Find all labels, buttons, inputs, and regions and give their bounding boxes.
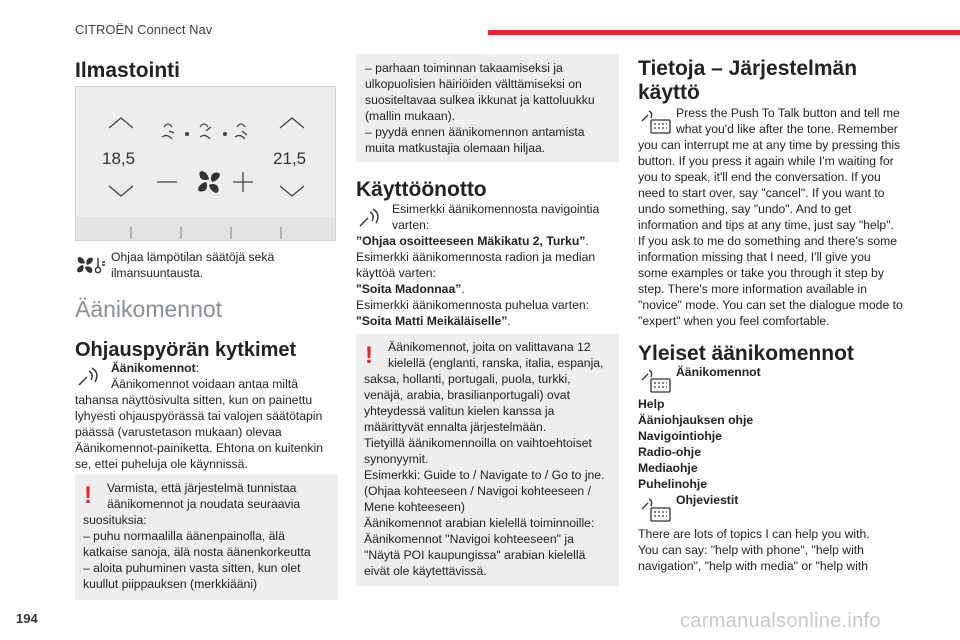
steering-line-4: päässä (varustetason mukaan) olevaa	[75, 425, 282, 439]
warning2-line-3: saksa, hollanti, portugali, puola, turkki,	[364, 372, 571, 386]
tips-line-5: – pyydä ennen äänikomennon antamista	[365, 125, 585, 139]
tips-line-2: ulkopuolisien häiriöiden välttämiseksi on	[365, 77, 582, 91]
tips-line-6: muita matkustajia olemaan hiljaa.	[365, 141, 546, 155]
airflow-direction-icons	[162, 124, 247, 139]
example-phone-command: "Soita Matti Meikäläiselle”	[356, 314, 508, 328]
command-media-help: Mediaohje	[638, 461, 698, 475]
section-title-ohjauspyoran-kytkimet: Ohjauspyörän kytkimet	[75, 339, 297, 361]
steering-voice-colon: :	[195, 361, 200, 375]
warning1-line-2: äänikomennot ja noudata seuraavia	[107, 497, 301, 511]
example-phone-end: .	[507, 314, 511, 328]
info-line-11: some examples or take you through it step by	[638, 266, 884, 280]
warning-icon: !	[84, 482, 92, 509]
warning1-line-4: – puhu normaalilla äänenpainolla, älä	[83, 529, 285, 543]
steering-line-2: tahansa näyttösivulta sitten, kun on painettu	[75, 393, 313, 407]
command-phone-help: Puhelinohje	[638, 477, 708, 491]
warning-icon-2: !	[365, 342, 373, 369]
temp-left-up-chevron-icon	[109, 118, 133, 128]
warning2-line-4: venäjä, arabia, brasilianportugali) ovat	[364, 388, 570, 402]
info-line-7: undo something, say "undo". And to get	[638, 202, 852, 216]
example-radio-text: Esimerkki äänikomennosta radion ja median käyttöä varten:	[356, 250, 596, 280]
warning-box-languages	[356, 334, 619, 586]
info-title-line-2: käyttö	[638, 81, 700, 104]
warning2-line-14: "Näytä POI kaupungissa" arabian kielellä	[364, 548, 586, 562]
section-title-tietoja	[638, 57, 857, 105]
section-title-aanikomennot: Äänikomennot	[75, 296, 223, 322]
warning2-line-9: Esimerkki: Guide to / Navigate to / Go to jne.	[364, 468, 605, 482]
warning2-line-12: Äänikomennot arabian kielellä toiminnoille:	[364, 516, 595, 530]
example-nav-command: ”Ohjaa osoitteeseen Mäkikatu 2, Turku”	[356, 234, 586, 248]
info-line-8: information and tips at any time, just say "help".	[638, 218, 894, 232]
command-help: Help	[638, 397, 665, 411]
tips-box-continued	[356, 54, 619, 162]
info-line-2: what you'd like after the tone. Remember	[676, 122, 898, 136]
prompts-label: Ohjeviestit	[676, 493, 739, 507]
warning1-line-5: katkaise sanoja, älä nosta äänenkorkeutta	[83, 545, 311, 559]
section-title-ilmastointi: Ilmastointi	[75, 59, 181, 82]
temp-left-value: 18,5	[102, 149, 136, 168]
info-line-4: button. If you press it again while I'm waiting for	[638, 154, 894, 168]
info-line-12: step. There's more information available in	[638, 282, 868, 296]
voice-talk-icon-2	[358, 206, 384, 228]
warning2-line-2: kielellä (englanti, ranska, italia, espanja,	[388, 356, 604, 370]
page-number: 194	[16, 611, 38, 626]
warning1-line-1: Varmista, että järjestelmä tunnistaa	[107, 481, 297, 495]
warning1-line-3: suosituksia:	[83, 513, 147, 527]
warning2-line-13: Äänikomennot "Navigoi kohteeseen" ja	[364, 532, 574, 546]
temp-right-value: 21,5	[273, 149, 307, 168]
prompt-line-3: navigation", "help with media" or "help with	[638, 559, 869, 573]
example-radio-command: "Soita Madonnaa”	[356, 282, 462, 296]
temp-right-down-chevron-icon	[280, 186, 304, 196]
voice-keyboard-icon-3	[640, 497, 672, 523]
info-line-14: "expert" when you feel comfortable.	[638, 314, 830, 328]
climate-settings-icon	[77, 254, 107, 276]
section-title-yleiset-aanikomennot: Yleiset äänikomennot	[638, 342, 854, 365]
warning1-line-6: – aloita puhuminen vasta sitten, kun olet	[83, 561, 301, 575]
temp-right-up-chevron-icon	[280, 118, 304, 128]
startup-intro-2: varten:	[392, 218, 430, 232]
info-line-6: need to start over, say "cancel". If you want to	[638, 186, 885, 200]
tips-line-1: – parhaan toiminnan takaamiseksi ja	[365, 61, 563, 75]
example-nav-end: .	[585, 234, 589, 248]
climate-panel-illustration	[75, 86, 336, 241]
running-header: CITROËN Connect Nav	[75, 22, 213, 37]
temp-left-down-chevron-icon	[109, 186, 133, 196]
info-line-10: information missing that I need, I'll give you	[638, 250, 871, 264]
general-voice-label: Äänikomennot	[676, 365, 761, 379]
command-nav-help: Navigointiohje	[638, 429, 722, 443]
steering-line-5: Äänikomennot-painiketta. Ehtona on kuitenkin	[75, 441, 323, 455]
watermark-text: carmanualsonline.info	[680, 610, 881, 632]
warning2-line-15: eivät ole käytettävissä.	[364, 564, 487, 578]
command-radio-help: Radio-ohje	[638, 445, 701, 459]
fan-icon	[198, 171, 220, 193]
steering-line-1: Äänikomennot voidaan antaa miltä	[111, 377, 298, 391]
info-line-3: you can interrupt me at any time by pressing this	[638, 138, 901, 152]
steering-line-6: se, ettei puheluja ole käynnissä.	[75, 457, 248, 471]
steering-voice-label: Äänikomennot	[111, 361, 196, 375]
startup-intro-1: Esimerkki äänikomennosta navigointia	[392, 202, 600, 216]
warning2-line-5: yhteydessä valitun kielen kanssa ja	[364, 404, 555, 418]
climate-description: Ohjaa lämpötilan säätöjä sekä ilmansuuntausta.	[111, 250, 275, 280]
tips-line-3: suositeltavaa sulkea ikkunat ja kattoluukku	[365, 93, 595, 107]
warning2-line-7: Tietyillä äänikomennoilla on vaihtoehtoiset	[364, 436, 592, 450]
prompt-line-2: You can say: "help with phone", "help with	[638, 543, 864, 557]
header-accent-bar	[488, 30, 960, 35]
prompt-line-1: There are lots of topics I can help you with.	[638, 527, 870, 541]
info-title-line-1: Tietoja – Järjestelmän	[638, 57, 858, 80]
info-line-9: If you ask to me do something and there's some	[638, 234, 898, 248]
info-line-1: Press the Push To Talk button and tell me	[676, 106, 900, 120]
warning1-line-7: kuullut piippauksen (merkkiääni)	[83, 577, 258, 591]
warning2-line-10: (Ohjaa kohteeseen / Navigoi kohteeseen /	[364, 484, 591, 498]
info-line-13: "novice" mode. You can set the dialogue mode to	[638, 298, 903, 312]
example-radio-end: .	[461, 282, 465, 296]
warning2-line-6: määrittyvät ennalta järjestelmään.	[364, 420, 547, 434]
example-phone-text: Esimerkki äänikomennosta puhelua varten:	[356, 298, 590, 312]
voice-keyboard-icon	[640, 109, 672, 135]
info-line-5: you to speak, it'll end the conversation. If you	[638, 170, 881, 184]
warning2-line-1: Äänikomennot, joita on valittavana 12	[388, 340, 591, 354]
warning-box-recognition	[75, 474, 338, 600]
voice-keyboard-icon-2	[640, 368, 672, 394]
command-voice-help: Ääniohjauksen ohje	[638, 413, 754, 427]
voice-talk-icon	[77, 365, 103, 387]
warning2-line-11: Mene kohteeseen)	[364, 500, 465, 514]
section-title-kayttoonotto: Käyttöönotto	[356, 178, 487, 201]
steering-line-3: lyhyesti ohjauspyörässä tai valojen säätötapin	[75, 409, 323, 423]
tips-line-4: (mallin mukaan).	[365, 109, 456, 123]
warning2-line-8: synonyymit.	[364, 452, 429, 466]
